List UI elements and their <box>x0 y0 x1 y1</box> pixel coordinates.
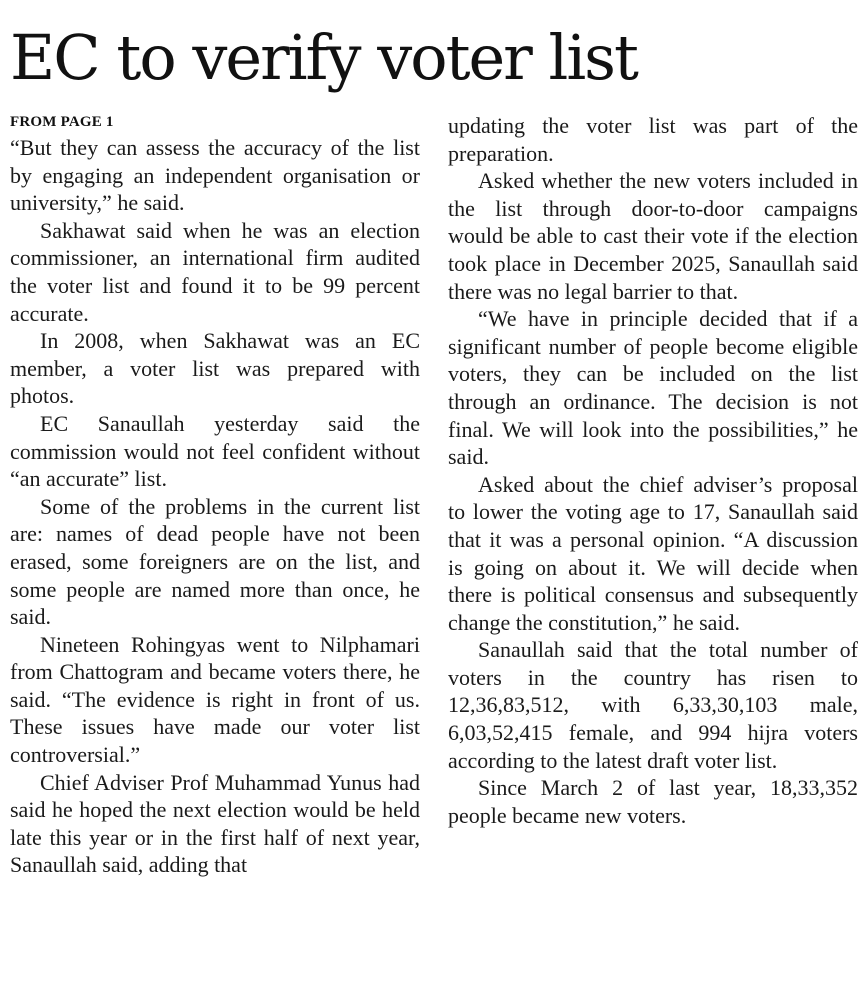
paragraph: “We have in principle decided that if a significant number of people become eligible voters, they can be included on the list through an ordinance. The decision is not final. We will look into the possibilities,” he said. <box>448 306 858 470</box>
paragraph: updating the voter list was part of the preparation. <box>448 113 858 166</box>
paragraph: Asked about the chief adviser’s proposal to lower the voting age to 17, Sanaullah said that it was a personal opinion. “A discussion is going on about it. We will decide when there is political consensus and subsequently change the constitution,” he said. <box>448 471 858 635</box>
paragraph: Some of the problems in the current list are: names of dead people have not been erased, some foreigners are on the list, and some people are named more than once, he said. <box>10 493 420 630</box>
article-column-left <box>10 112 420 879</box>
paragraph: Sanaullah said that the total number of voters in the country has risen to 12,36,83,512, with 6,33,30,103 male, 6,03,52,415 female, and 994 hijra voters according to the latest draft voter list. <box>448 637 858 773</box>
paragraph: In 2008, when Sakhawat was an EC member, a voter list was prepared with photos. <box>10 328 420 409</box>
paragraph: Sakhawat said when he was an election commissioner, an international firm audited the voter list and found it to be 99 percent accurate. <box>10 217 420 326</box>
paragraph: “But they can assess the accuracy of the list by engaging an independent organisation or university,” he said. <box>10 135 420 216</box>
headline: EC to verify voter list <box>10 21 637 94</box>
article-column-right <box>448 112 858 829</box>
paragraph: EC Sanaullah yesterday said the commission would not feel confident without “an accurate” list. <box>10 410 420 492</box>
continuation-kicker: FROM PAGE 1 <box>10 114 114 130</box>
paragraph: Since March 2 of last year, 18,33,352 people became new voters. <box>448 775 858 828</box>
paragraph: Asked whether the new voters included in the list through door-to-door campaigns would be able to cast their vote if the election took place in December 2025, Sanaullah said there was no legal barrier to that. <box>448 168 858 304</box>
paragraph: Chief Adviser Prof Muhammad Yunus had said he hoped the next election would be held late this year or in the first half of next year, Sanaullah said, adding that <box>10 769 420 878</box>
paragraph: Nineteen Rohingyas went to Nilphamari from Chattogram and became voters there, he said. “The evidence is right in front of us. These issues have made our voter list controversial.” <box>10 631 420 768</box>
